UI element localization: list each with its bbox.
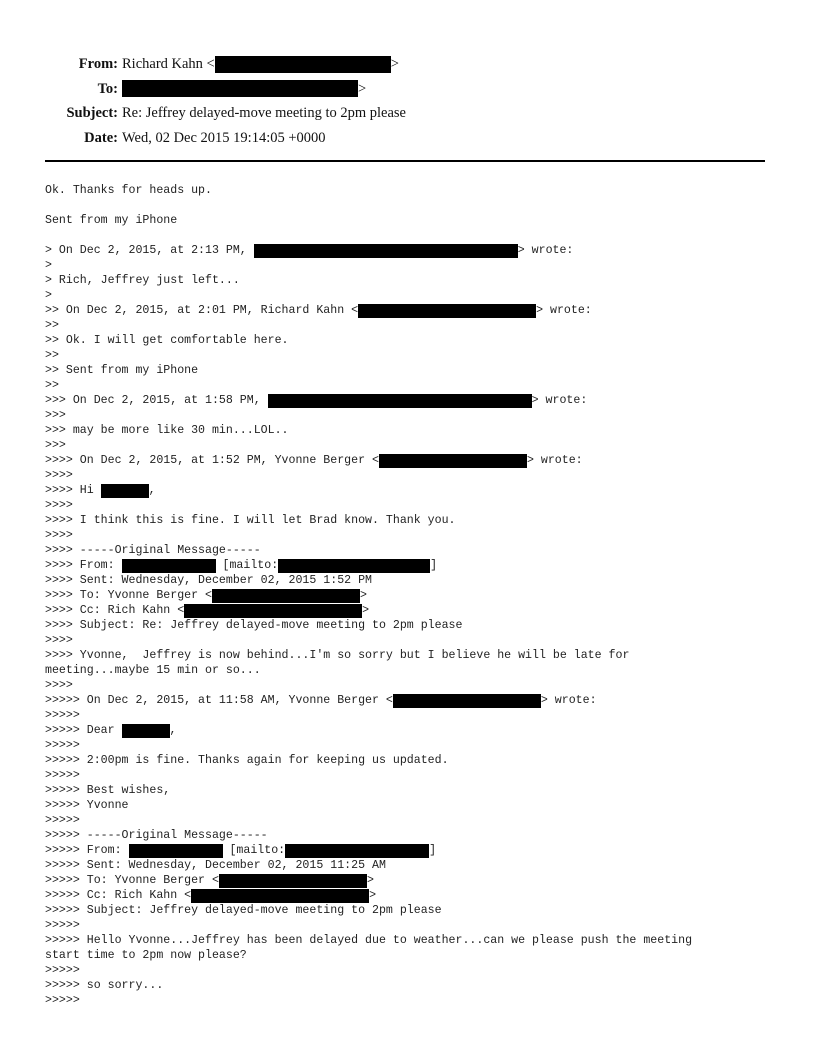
- body-text: >>>>> From:: [45, 844, 129, 857]
- body-line: [45, 378, 785, 393]
- body-text: >>>>> Best wishes,: [45, 784, 171, 797]
- body-text: >>: [45, 349, 59, 362]
- body-text: ,: [148, 484, 156, 497]
- body-text: >>>> Hi: [45, 484, 101, 497]
- body-text: >>>> Sent: Wednesday, December 02, 2015 1:52 PM: [45, 574, 372, 587]
- redaction-block: [358, 304, 536, 318]
- redaction-block: [212, 589, 360, 603]
- body-text: >> Sent from my iPhone: [45, 364, 199, 377]
- to-row: [0, 77, 406, 102]
- body-text: >: [45, 289, 52, 302]
- body-line: [45, 903, 785, 918]
- body-text: >> Ok. I will get comfortable here.: [45, 334, 289, 347]
- redaction-block: [122, 80, 358, 97]
- body-line: [45, 543, 785, 558]
- body-text: > wrote:: [517, 244, 574, 257]
- from-name: Richard Kahn <: [122, 56, 215, 72]
- body-text: >: [362, 604, 370, 617]
- redaction-block: [101, 484, 149, 498]
- redaction-block: [129, 844, 223, 858]
- body-line: [45, 498, 785, 513]
- body-text: Sent from my iPhone: [45, 214, 178, 227]
- body-text: >>>>: [45, 529, 73, 542]
- redaction-block: [278, 559, 430, 573]
- body-text: > wrote:: [536, 304, 592, 317]
- body-text: >: [366, 874, 374, 887]
- body-text: meeting...maybe 15 min or so...: [45, 664, 261, 677]
- body-text: >>>>> 2:00pm is fine. Thanks again for keeping us updated.: [45, 754, 449, 767]
- body-line: [45, 798, 785, 813]
- body-text: >>: [45, 319, 59, 332]
- body-line: [45, 258, 785, 273]
- body-line: [45, 318, 785, 333]
- body-text: >>>>>: [45, 814, 80, 827]
- body-line: [45, 453, 785, 468]
- body-text: >>>>: [45, 499, 73, 512]
- redaction-block: [184, 604, 362, 618]
- body-line: [45, 528, 785, 543]
- blank-line: [45, 198, 785, 213]
- body-line: [45, 873, 785, 888]
- body-line: [45, 513, 785, 528]
- date-value: Wed, 02 Dec 2015 19:14:05 +0000: [122, 129, 326, 146]
- body-line: [45, 858, 785, 873]
- body-line: [45, 288, 785, 303]
- body-text: >>>>> Yvonne: [45, 799, 129, 812]
- body-line: [45, 618, 785, 633]
- body-text: >: [45, 259, 52, 272]
- body-text: >>>>>: [45, 919, 80, 932]
- body-text: >>>>>: [45, 739, 80, 752]
- body-line: [45, 918, 785, 933]
- body-text: >>>> Cc: Rich Kahn <: [45, 604, 185, 617]
- body-line: [45, 213, 785, 228]
- body-text: >>: [45, 379, 59, 392]
- from-row: [0, 52, 406, 77]
- body-text: > wrote:: [526, 454, 583, 467]
- body-line: [45, 243, 785, 258]
- body-line: [45, 588, 785, 603]
- body-line: [45, 993, 785, 1008]
- body-text: start time to 2pm now please?: [45, 949, 247, 962]
- body-line: [45, 963, 785, 978]
- body-text: [mailto:: [222, 844, 286, 857]
- body-text: >> On Dec 2, 2015, at 2:01 PM, Richard Kahn <: [45, 304, 359, 317]
- body-line: [45, 768, 785, 783]
- body-text: >>>>> To: Yvonne Berger <: [45, 874, 219, 887]
- body-text: >>>> To: Yvonne Berger <: [45, 589, 212, 602]
- body-line: [45, 933, 785, 948]
- body-text: >>>> -----Original Message-----: [45, 544, 261, 557]
- body-line: [45, 813, 785, 828]
- body-text: > On Dec 2, 2015, at 2:13 PM,: [45, 244, 254, 257]
- body-text: >>>>> On Dec 2, 2015, at 11:58 AM, Yvonne Berger <: [45, 694, 393, 707]
- body-text: >>> On Dec 2, 2015, at 1:58 PM,: [45, 394, 268, 407]
- redaction-block: [219, 874, 367, 888]
- body-text: >>>>: [45, 679, 73, 692]
- body-line: [45, 663, 785, 678]
- body-text: >>>>> -----Original Message-----: [45, 829, 268, 842]
- body-line: [45, 603, 785, 618]
- redaction-block: [122, 724, 170, 738]
- redaction-block: [285, 844, 429, 858]
- body-line: [45, 348, 785, 363]
- body-text: >>>> Subject: Re: Jeffrey delayed-move meeting to 2pm please: [45, 619, 463, 632]
- body-text: >>>> Yvonne, Jeffrey is now behind...I'm so sorry but I believe he will be late for: [45, 649, 630, 662]
- redaction-block: [379, 454, 527, 468]
- body-line: [45, 408, 785, 423]
- to-close: >: [358, 80, 367, 97]
- body-line: [45, 738, 785, 753]
- body-line: [45, 183, 785, 198]
- body-text: >>>>: [45, 469, 73, 482]
- body-line: [45, 483, 785, 498]
- from-label: From:: [78, 56, 118, 72]
- body-line: [45, 438, 785, 453]
- body-text: ,: [169, 724, 177, 737]
- to-value: [122, 77, 366, 102]
- body-line: [45, 708, 785, 723]
- body-line: [45, 558, 785, 573]
- body-line: [45, 753, 785, 768]
- blank-line: [45, 228, 785, 243]
- date-label: Date:: [84, 129, 118, 146]
- body-line: [45, 333, 785, 348]
- body-text: >>>>> Cc: Rich Kahn <: [45, 889, 192, 902]
- redaction-block: [393, 694, 541, 708]
- body-text: ]: [430, 559, 438, 572]
- subject-label: Subject:: [66, 105, 118, 121]
- from-value: [122, 52, 399, 77]
- body-line: [45, 978, 785, 993]
- body-text: >>>>: [45, 634, 73, 647]
- body-text: >>>>>: [45, 994, 80, 1007]
- body-text: >>>>> Hello Yvonne...Jeffrey has been delayed due to weather...can we please push the meeting: [45, 934, 693, 947]
- body-text: >: [369, 889, 377, 902]
- body-text: >>>>> Sent: Wednesday, December 02, 2015 11:25 AM: [45, 859, 386, 872]
- body-text: >>>>>: [45, 769, 80, 782]
- body-text: >>>>> Subject: Jeffrey delayed-move meeting to 2pm please: [45, 904, 442, 917]
- redaction-block: [215, 56, 391, 73]
- body-text: >: [359, 589, 367, 602]
- from-close: >: [390, 56, 399, 72]
- redaction-block: [254, 244, 518, 258]
- body-text: > wrote:: [531, 394, 588, 407]
- body-text: >>>> I think this is fine. I will let Brad know. Thank you.: [45, 514, 456, 527]
- body-text: > Rich, Jeffrey just left...: [45, 274, 240, 287]
- body-text: > wrote:: [540, 694, 597, 707]
- body-text: >>>>> so sorry...: [45, 979, 164, 992]
- body-text: ]: [429, 844, 437, 857]
- body-line: [45, 648, 785, 663]
- body-line: [45, 303, 785, 318]
- body-text: [mailto:: [215, 559, 279, 572]
- body-text: Ok. Thanks for heads up.: [45, 184, 212, 197]
- subject-row: [0, 101, 406, 126]
- email-body: [45, 183, 785, 1008]
- body-line: [45, 948, 785, 963]
- email-header-block: [0, 52, 406, 150]
- body-line: [45, 723, 785, 738]
- to-label: To:: [97, 80, 118, 97]
- body-text: >>> may be more like 30 min...LOL..: [45, 424, 289, 437]
- redaction-block: [268, 394, 532, 408]
- body-line: [45, 363, 785, 378]
- body-line: [45, 843, 785, 858]
- body-line: [45, 678, 785, 693]
- body-line: [45, 828, 785, 843]
- body-line: [45, 468, 785, 483]
- body-text: >>>>>: [45, 709, 80, 722]
- date-row: [0, 126, 406, 151]
- body-line: [45, 423, 785, 438]
- body-text: >>>: [45, 409, 66, 422]
- body-line: [45, 888, 785, 903]
- body-line: [45, 783, 785, 798]
- body-text: >>>>>: [45, 964, 80, 977]
- body-line: [45, 273, 785, 288]
- redaction-block: [122, 559, 216, 573]
- redaction-block: [191, 889, 369, 903]
- body-text: >>>> On Dec 2, 2015, at 1:52 PM, Yvonne Berger <: [45, 454, 379, 467]
- body-line: [45, 633, 785, 648]
- body-text: >>>>> Dear: [45, 724, 122, 737]
- body-line: [45, 693, 785, 708]
- header-divider: [45, 160, 765, 162]
- body-line: [45, 573, 785, 588]
- body-text: >>>> From:: [45, 559, 122, 572]
- body-line: [45, 393, 785, 408]
- subject-value: Re: Jeffrey delayed-move meeting to 2pm please: [122, 105, 406, 121]
- body-text: >>>: [45, 439, 66, 452]
